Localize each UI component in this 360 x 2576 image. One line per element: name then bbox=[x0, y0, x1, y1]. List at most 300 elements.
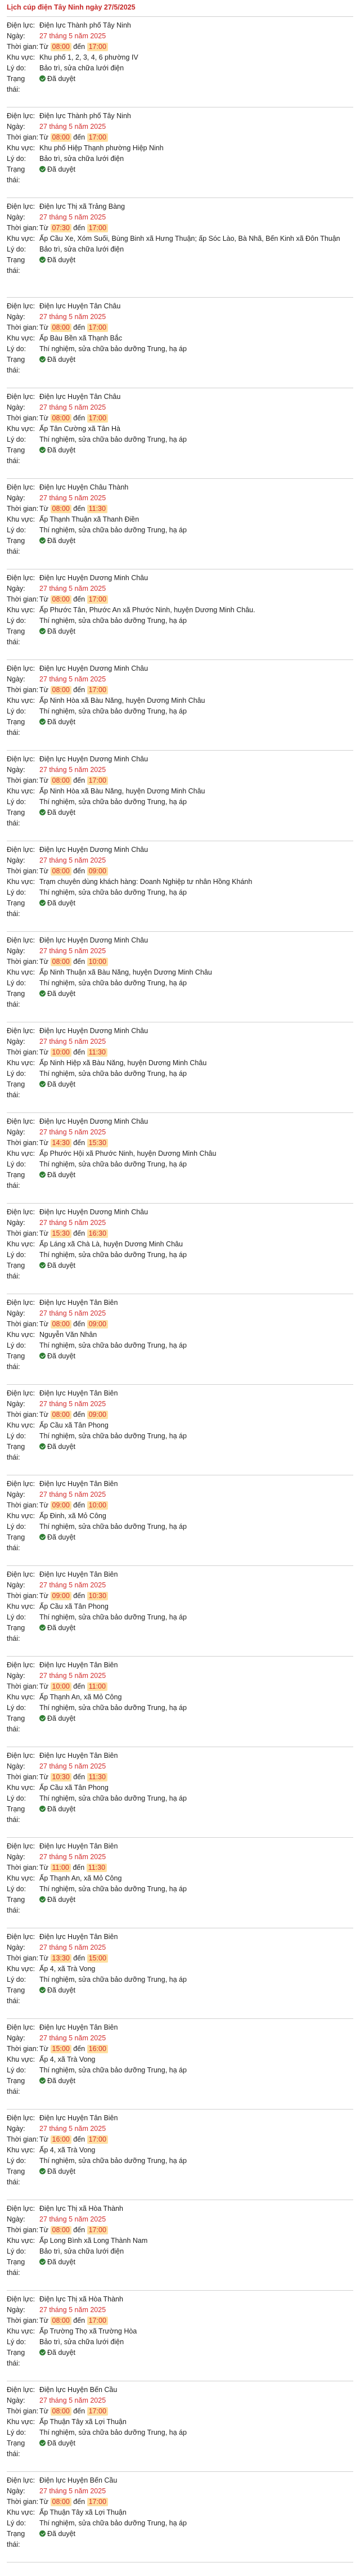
time-start-badge: 08:00 bbox=[51, 324, 71, 332]
time-row bbox=[7, 775, 353, 786]
unit-label: Điện lực: bbox=[7, 2114, 35, 2122]
area-row bbox=[7, 2054, 353, 2065]
check-circle-icon bbox=[39, 2259, 46, 2265]
time-to-label: đến bbox=[73, 1320, 86, 1328]
time-row bbox=[7, 1591, 353, 1601]
date-value: 27 tháng 5 năm 2025 bbox=[39, 1491, 106, 1498]
time-value bbox=[39, 2406, 353, 2417]
status-text: Đã duyệt bbox=[47, 2258, 76, 2266]
status-text: Đã duyệt bbox=[47, 718, 76, 726]
reason-row bbox=[7, 2337, 353, 2348]
reason-value: Bảo trì, sửa chữa lưới điện bbox=[39, 2338, 124, 2346]
reason-value: Thí nghiệm, sửa chữa bảo dưỡng Trung, hạ áp bbox=[39, 2066, 187, 2074]
time-start-badge: 15:00 bbox=[51, 2045, 71, 2053]
reason-label: Lý do: bbox=[7, 2519, 26, 2527]
status-row bbox=[7, 626, 353, 648]
reason-label: Lý do: bbox=[7, 1070, 26, 1078]
date-row bbox=[7, 1942, 353, 1953]
area-value: Nguyễn Văn Nhân bbox=[39, 1331, 97, 1339]
time-start-badge: 08:00 bbox=[51, 414, 71, 423]
date-row bbox=[7, 2305, 353, 2315]
time-label: Thời gian: bbox=[7, 1139, 39, 1147]
date-row bbox=[7, 31, 353, 42]
unit-label: Điện lực: bbox=[7, 21, 35, 29]
area-row bbox=[7, 333, 353, 344]
date-label: Ngày: bbox=[7, 1400, 25, 1408]
status-text: Đã duyệt bbox=[47, 899, 76, 907]
time-to-label: đến bbox=[73, 2226, 86, 2234]
reason-value: Thí nghiệm, sửa chữa bảo dưỡng Trung, hạ áp bbox=[39, 1523, 187, 1531]
time-from-label: Từ bbox=[39, 2498, 49, 2506]
time-start-badge: 08:00 bbox=[51, 133, 71, 142]
date-value: 27 tháng 5 năm 2025 bbox=[39, 1038, 106, 1045]
status-label: Trạng thái: bbox=[7, 2077, 25, 2095]
status-value bbox=[39, 536, 353, 557]
time-to-label: đến bbox=[73, 867, 86, 875]
date-value: 27 tháng 5 năm 2025 bbox=[39, 766, 106, 774]
unit-label: Điện lực: bbox=[7, 1661, 35, 1669]
reason-label: Lý do: bbox=[7, 2338, 26, 2346]
date-row bbox=[7, 2486, 353, 2497]
unit-row bbox=[7, 2022, 353, 2033]
time-from-label: Từ bbox=[39, 686, 49, 694]
unit-label: Điện lực: bbox=[7, 574, 35, 582]
unit-value: Điện lực Huyện Tân Biên bbox=[39, 1389, 118, 1397]
time-to-label: đến bbox=[73, 2317, 86, 2324]
time-end-badge: 15:00 bbox=[87, 1954, 108, 1963]
date-value: 27 tháng 5 năm 2025 bbox=[39, 2397, 106, 2404]
date-row bbox=[7, 1399, 353, 1410]
status-row bbox=[7, 2348, 353, 2369]
time-label: Thời gian: bbox=[7, 595, 39, 603]
time-start-badge: 08:00 bbox=[51, 1320, 71, 1329]
time-start-badge: 08:00 bbox=[51, 1411, 71, 1419]
area-value: Ấp Thạnh An, xã Mỏ Công bbox=[39, 1874, 122, 1882]
time-label: Thời gian: bbox=[7, 2045, 39, 2053]
area-value: Ấp Phước Tân, Phước An xã Phước Ninh, huyện Dương Minh Châu. bbox=[39, 606, 255, 614]
area-label: Khu vực: bbox=[7, 1874, 35, 1882]
time-end-badge: 15:30 bbox=[87, 1139, 108, 1147]
reason-row bbox=[7, 63, 353, 74]
unit-row bbox=[7, 2385, 353, 2395]
area-label: Khu vực: bbox=[7, 1603, 35, 1610]
reason-value: Thí nghiệm, sửa chữa bảo dưỡng Trung, hạ áp bbox=[39, 2429, 187, 2436]
date-value: 27 tháng 5 năm 2025 bbox=[39, 1944, 106, 1951]
unit-row bbox=[7, 301, 353, 312]
status-value bbox=[39, 2257, 353, 2278]
time-to-label: đến bbox=[73, 2498, 86, 2506]
area-label: Khu vực: bbox=[7, 1331, 35, 1339]
time-from-label: Từ bbox=[39, 777, 49, 784]
unit-row bbox=[7, 1569, 353, 1580]
status-row bbox=[7, 74, 353, 95]
check-circle-icon bbox=[39, 1534, 46, 1540]
reason-value: Thí nghiệm, sửa chữa bảo dưỡng Trung, hạ áp bbox=[39, 707, 187, 715]
date-row bbox=[7, 1036, 353, 1047]
date-label: Ngày: bbox=[7, 947, 25, 955]
status-value bbox=[39, 1804, 353, 1825]
check-circle-icon bbox=[39, 537, 46, 544]
area-row bbox=[7, 2507, 353, 2518]
date-value: 27 tháng 5 năm 2025 bbox=[39, 213, 106, 221]
time-label: Thời gian: bbox=[7, 1501, 39, 1509]
area-label: Khu vực: bbox=[7, 1421, 35, 1429]
area-value: Ấp Cầu xã Tân Phong bbox=[39, 1784, 109, 1792]
reason-row bbox=[7, 525, 353, 536]
time-value bbox=[39, 1138, 353, 1148]
date-row bbox=[7, 2395, 353, 2406]
date-value: 27 tháng 5 năm 2025 bbox=[39, 494, 106, 502]
reason-value: Thí nghiệm, sửa chữa bảo dưỡng Trung, hạ áp bbox=[39, 1976, 187, 1983]
reason-row bbox=[7, 434, 353, 445]
reason-label: Lý do: bbox=[7, 888, 26, 896]
status-label: Trạng thái: bbox=[7, 75, 25, 93]
reason-value: Thí nghiệm, sửa chữa bảo dưỡng Trung, hạ áp bbox=[39, 1341, 187, 1349]
time-value bbox=[39, 1500, 353, 1511]
unit-value: Điện lực Huyện Tân Biên bbox=[39, 2023, 118, 2031]
time-end-badge: 17:00 bbox=[87, 2226, 108, 2234]
check-circle-icon bbox=[39, 1353, 46, 1359]
reason-label: Lý do: bbox=[7, 1976, 26, 1983]
reason-row bbox=[7, 1522, 353, 1532]
reason-row bbox=[7, 344, 353, 354]
status-value bbox=[39, 717, 353, 738]
unit-value: Điện lực Huyện Tân Biên bbox=[39, 1842, 118, 1850]
date-label: Ngày: bbox=[7, 2487, 25, 2495]
check-circle-icon bbox=[39, 1624, 46, 1631]
status-row bbox=[7, 1985, 353, 2007]
page-title: Lịch cúp điện Tây Ninh ngày 27/5/2025 bbox=[7, 3, 353, 17]
area-label: Khu vực: bbox=[7, 53, 35, 61]
reason-row bbox=[7, 616, 353, 626]
unit-value: Điện lực Huyện Dương Minh Châu bbox=[39, 1027, 148, 1035]
date-value: 27 tháng 5 năm 2025 bbox=[39, 2306, 106, 2314]
time-value bbox=[39, 1863, 353, 1873]
date-value: 27 tháng 5 năm 2025 bbox=[39, 675, 106, 683]
reason-value: Thí nghiệm, sửa chữa bảo dưỡng Trung, hạ áp bbox=[39, 1160, 187, 1168]
status-row bbox=[7, 898, 353, 919]
time-to-label: đến bbox=[73, 1954, 86, 1962]
unit-label: Điện lực: bbox=[7, 2295, 35, 2303]
area-label: Khu vực: bbox=[7, 1965, 35, 1973]
unit-row bbox=[7, 2475, 353, 2486]
reason-row bbox=[7, 2156, 353, 2166]
date-row bbox=[7, 1761, 353, 1772]
area-row bbox=[7, 1148, 353, 1159]
time-start-badge: 08:00 bbox=[51, 43, 71, 51]
date-value: 27 tháng 5 năm 2025 bbox=[39, 1672, 106, 1680]
reason-row bbox=[7, 1431, 353, 1442]
area-value: Ấp Ninh Thuận xã Bàu Năng, huyện Dương Minh Châu bbox=[39, 968, 212, 976]
area-label: Khu vực: bbox=[7, 878, 35, 886]
check-circle-icon bbox=[39, 1715, 46, 1721]
status-row bbox=[7, 1623, 353, 1644]
unit-value: Điện lực Thành phố Tây Ninh bbox=[39, 112, 131, 120]
date-label: Ngày: bbox=[7, 1219, 25, 1227]
outage-entry bbox=[7, 2472, 353, 2562]
unit-value: Điện lực Huyện Dương Minh Châu bbox=[39, 755, 148, 763]
time-start-badge: 16:00 bbox=[51, 2135, 71, 2144]
unit-label: Điện lực: bbox=[7, 302, 35, 310]
reason-row bbox=[7, 154, 353, 164]
time-to-label: đến bbox=[73, 1229, 86, 1237]
reason-row bbox=[7, 1612, 353, 1623]
outage-entry bbox=[7, 2291, 353, 2381]
reason-value: Thí nghiệm, sửa chữa bảo dưỡng Trung, hạ áp bbox=[39, 888, 187, 896]
unit-row bbox=[7, 1388, 353, 1399]
area-value: Ấp Đinh, xã Mỏ Công bbox=[39, 1512, 106, 1520]
time-end-badge: 17:00 bbox=[87, 2407, 108, 2416]
status-label: Trạng thái: bbox=[7, 537, 25, 555]
time-end-badge: 17:00 bbox=[87, 2498, 108, 2506]
time-to-label: đến bbox=[73, 324, 86, 331]
area-row bbox=[7, 967, 353, 978]
status-label: Trạng thái: bbox=[7, 1080, 25, 1099]
status-text: Đã duyệt bbox=[47, 1715, 76, 1722]
area-value: Ấp Long Bình xã Long Thành Nam bbox=[39, 2237, 148, 2245]
unit-value: Điện lực Huyện Tân Châu bbox=[39, 393, 121, 401]
status-text: Đã duyệt bbox=[47, 165, 76, 173]
area-row bbox=[7, 877, 353, 887]
status-label: Trạng thái: bbox=[7, 990, 25, 1008]
time-label: Thời gian: bbox=[7, 1048, 39, 1056]
unit-value: Điện lực Huyện Bến Cầu bbox=[39, 2476, 118, 2484]
time-to-label: đến bbox=[73, 1501, 86, 1509]
area-row bbox=[7, 605, 353, 616]
area-label: Khu vực: bbox=[7, 235, 35, 243]
time-end-badge: 17:00 bbox=[87, 324, 108, 332]
outage-entry bbox=[7, 198, 353, 298]
unit-value: Điện lực Thành phố Tây Ninh bbox=[39, 21, 131, 29]
time-value bbox=[39, 1047, 353, 1058]
unit-row bbox=[7, 1660, 353, 1671]
time-label: Thời gian: bbox=[7, 224, 39, 232]
outage-entry bbox=[7, 1385, 353, 1475]
check-circle-icon bbox=[39, 990, 46, 997]
status-label: Trạng thái: bbox=[7, 1533, 25, 1552]
unit-label: Điện lực: bbox=[7, 203, 35, 210]
date-row bbox=[7, 2214, 353, 2225]
status-text: Đã duyệt bbox=[47, 2439, 76, 2447]
status-label: Trạng thái: bbox=[7, 256, 25, 275]
date-value: 27 tháng 5 năm 2025 bbox=[39, 1309, 106, 1317]
reason-row bbox=[7, 1703, 353, 1713]
status-label: Trạng thái: bbox=[7, 2349, 25, 2367]
outage-entry bbox=[7, 1657, 353, 1747]
time-label: Thời gian: bbox=[7, 324, 39, 331]
date-row bbox=[7, 493, 353, 504]
status-value bbox=[39, 807, 353, 829]
time-start-badge: 08:00 bbox=[51, 2407, 71, 2416]
time-row bbox=[7, 1138, 353, 1148]
time-from-label: Từ bbox=[39, 43, 49, 51]
reason-value: Thí nghiệm, sửa chữa bảo dưỡng Trung, hạ áp bbox=[39, 1070, 187, 1078]
time-label: Thời gian: bbox=[7, 414, 39, 422]
reason-value: Thí nghiệm, sửa chữa bảo dưỡng Trung, hạ áp bbox=[39, 1885, 187, 1893]
date-row bbox=[7, 122, 353, 132]
reason-row bbox=[7, 1974, 353, 1985]
reason-value: Thí nghiệm, sửa chữa bảo dưỡng Trung, hạ áp bbox=[39, 617, 187, 625]
status-value bbox=[39, 2438, 353, 2460]
reason-label: Lý do: bbox=[7, 1704, 26, 1712]
outage-entry bbox=[7, 1204, 353, 1294]
status-text: Đã duyệt bbox=[47, 2167, 76, 2175]
status-row bbox=[7, 536, 353, 557]
time-from-label: Từ bbox=[39, 1954, 49, 1962]
time-end-badge: 11:30 bbox=[87, 1773, 107, 1781]
reason-label: Lý do: bbox=[7, 2157, 26, 2165]
status-value bbox=[39, 898, 353, 919]
area-label: Khu vực: bbox=[7, 2508, 35, 2516]
date-row bbox=[7, 2124, 353, 2134]
time-end-badge: 11:00 bbox=[87, 1682, 107, 1691]
time-value bbox=[39, 1591, 353, 1601]
time-row bbox=[7, 1953, 353, 1964]
reason-label: Lý do: bbox=[7, 979, 26, 987]
unit-value: Điện lực Huyện Tân Biên bbox=[39, 1570, 118, 1578]
time-from-label: Từ bbox=[39, 1501, 49, 1509]
area-label: Khu vực: bbox=[7, 515, 35, 523]
date-row bbox=[7, 2033, 353, 2044]
status-text: Đã duyệt bbox=[47, 627, 76, 635]
date-value: 27 tháng 5 năm 2025 bbox=[39, 585, 106, 593]
time-to-label: đến bbox=[73, 686, 86, 694]
area-value: Ấp Trường Thọ xã Trường Hòa bbox=[39, 2327, 137, 2335]
status-row bbox=[7, 1713, 353, 1735]
status-row bbox=[7, 2257, 353, 2278]
reason-row bbox=[7, 244, 353, 255]
unit-value: Điện lực Huyện Dương Minh Châu bbox=[39, 936, 148, 944]
time-label: Thời gian: bbox=[7, 1592, 39, 1600]
unit-row bbox=[7, 663, 353, 674]
reason-label: Lý do: bbox=[7, 1432, 26, 1440]
status-label: Trạng thái: bbox=[7, 1624, 25, 1642]
time-row bbox=[7, 42, 353, 52]
time-end-badge: 17:00 bbox=[87, 414, 108, 423]
date-row bbox=[7, 674, 353, 685]
date-label: Ngày: bbox=[7, 213, 25, 221]
check-circle-icon bbox=[39, 1262, 46, 1268]
status-row bbox=[7, 1895, 353, 1916]
area-value: Ấp Thạnh Thuận xã Thanh Điền bbox=[39, 515, 140, 523]
area-value: Ấp 4, xã Trà Vong bbox=[39, 2146, 96, 2154]
area-value: Ấp 4, xã Trà Vong bbox=[39, 2056, 96, 2063]
time-row bbox=[7, 1410, 353, 1420]
area-value: Trạm chuyên dùng khách hàng: Doanh Nghiệp tư nhân Hồng Khánh bbox=[39, 878, 253, 886]
date-value: 27 tháng 5 năm 2025 bbox=[39, 1400, 106, 1408]
date-value: 27 tháng 5 năm 2025 bbox=[39, 2125, 106, 2133]
time-label: Thời gian: bbox=[7, 1954, 39, 1962]
check-circle-icon bbox=[39, 447, 46, 453]
reason-label: Lý do: bbox=[7, 2429, 26, 2436]
time-value bbox=[39, 322, 353, 333]
check-circle-icon bbox=[39, 628, 46, 634]
status-text: Đã duyệt bbox=[47, 2077, 76, 2085]
unit-value: Điện lực Huyện Tân Biên bbox=[39, 1480, 118, 1488]
status-value bbox=[39, 989, 353, 1010]
reason-value: Thí nghiệm, sửa chữa bảo dưỡng Trung, hạ áp bbox=[39, 2157, 187, 2165]
date-value: 27 tháng 5 năm 2025 bbox=[39, 1128, 106, 1136]
date-row bbox=[7, 1218, 353, 1228]
status-text: Đã duyệt bbox=[47, 1443, 76, 1451]
unit-label: Điện lực: bbox=[7, 1570, 35, 1578]
unit-label: Điện lực: bbox=[7, 1208, 35, 1216]
reason-row bbox=[7, 2518, 353, 2529]
unit-label: Điện lực: bbox=[7, 1299, 35, 1307]
date-label: Ngày: bbox=[7, 403, 25, 411]
status-text: Đã duyệt bbox=[47, 446, 76, 454]
area-value: Ấp Thuận Tây xã Lợi Thuận bbox=[39, 2418, 127, 2426]
reason-value: Thí nghiệm, sửa chữa bảo dưỡng Trung, hạ áp bbox=[39, 1432, 187, 1440]
area-row bbox=[7, 234, 353, 244]
time-start-badge: 15:30 bbox=[51, 1229, 71, 1238]
status-label: Trạng thái: bbox=[7, 899, 25, 918]
status-label: Trạng thái: bbox=[7, 1986, 25, 2005]
time-to-label: đến bbox=[73, 1411, 86, 1419]
area-row bbox=[7, 2236, 353, 2246]
area-label: Khu vực: bbox=[7, 1693, 35, 1701]
area-value: Ấp Thạnh An, xã Mỏ Công bbox=[39, 1693, 122, 1701]
date-value: 27 tháng 5 năm 2025 bbox=[39, 1219, 106, 1227]
outage-entry bbox=[7, 479, 353, 569]
date-row bbox=[7, 855, 353, 866]
outage-entry bbox=[7, 2110, 353, 2200]
date-row bbox=[7, 1852, 353, 1863]
time-value bbox=[39, 1410, 353, 1420]
reason-label: Lý do: bbox=[7, 1341, 26, 1349]
area-value: Ấp Tân Cường xã Tân Hà bbox=[39, 425, 120, 433]
reason-row bbox=[7, 1250, 353, 1260]
time-row bbox=[7, 2225, 353, 2236]
status-label: Trạng thái: bbox=[7, 356, 25, 374]
date-value: 27 tháng 5 năm 2025 bbox=[39, 1581, 106, 1589]
area-label: Khu vực: bbox=[7, 2237, 35, 2245]
time-row bbox=[7, 2315, 353, 2326]
unit-value: Điện lực Huyện Châu Thành bbox=[39, 483, 129, 491]
date-label: Ngày: bbox=[7, 494, 25, 502]
time-value bbox=[39, 2044, 353, 2054]
reason-label: Lý do: bbox=[7, 1794, 26, 1802]
time-start-badge: 09:00 bbox=[51, 1592, 71, 1600]
reason-row bbox=[7, 978, 353, 989]
date-value: 27 tháng 5 năm 2025 bbox=[39, 1853, 106, 1861]
date-row bbox=[7, 1671, 353, 1681]
date-label: Ngày: bbox=[7, 2215, 25, 2223]
status-value bbox=[39, 74, 353, 95]
time-end-badge: 09:00 bbox=[87, 1411, 108, 1419]
date-row bbox=[7, 584, 353, 594]
time-label: Thời gian: bbox=[7, 1320, 39, 1328]
reason-label: Lý do: bbox=[7, 1885, 26, 1893]
time-value bbox=[39, 2134, 353, 2145]
time-label: Thời gian: bbox=[7, 2407, 39, 2415]
date-row bbox=[7, 1308, 353, 1319]
check-circle-icon bbox=[39, 2077, 46, 2084]
status-label: Trạng thái: bbox=[7, 809, 25, 827]
date-label: Ngày: bbox=[7, 2306, 25, 2314]
date-label: Ngày: bbox=[7, 313, 25, 321]
unit-row bbox=[7, 1116, 353, 1127]
status-text: Đã duyệt bbox=[47, 75, 76, 83]
status-label: Trạng thái: bbox=[7, 446, 25, 465]
time-from-label: Từ bbox=[39, 1229, 49, 1237]
outage-entry bbox=[7, 751, 353, 841]
status-text: Đã duyệt bbox=[47, 1805, 76, 1813]
date-label: Ngày: bbox=[7, 1853, 25, 1861]
status-label: Trạng thái: bbox=[7, 1443, 25, 1461]
status-row bbox=[7, 445, 353, 466]
check-circle-icon bbox=[39, 1172, 46, 1178]
